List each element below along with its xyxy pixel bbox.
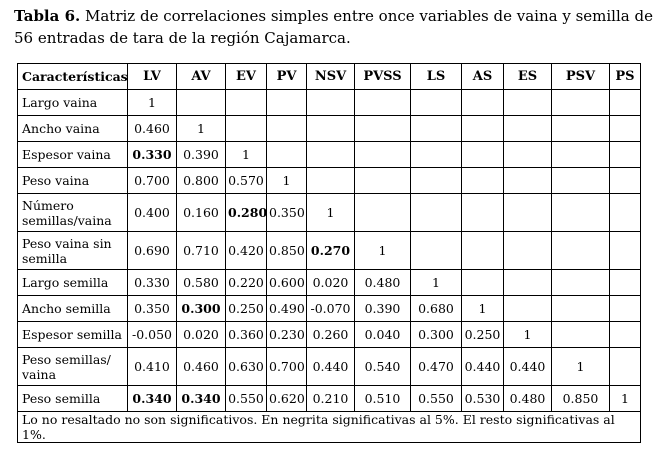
table-cell: 0.260 [307, 322, 355, 348]
table-row [18, 348, 641, 386]
column-header-psv: PSV [552, 64, 610, 90]
row-label: Peso vaina sin semilla [18, 232, 128, 270]
table-cell: 1 [355, 232, 411, 270]
row-label: Espesor semilla [18, 322, 128, 348]
table-cell: 0.220 [226, 270, 267, 296]
table-cell: 0.580 [177, 270, 226, 296]
table-cell [355, 90, 411, 116]
row-label: Espesor vaina [18, 142, 128, 168]
table-cell: 0.690 [128, 232, 177, 270]
row-label: Peso vaina [18, 168, 128, 194]
table-cell [552, 296, 610, 322]
table-cell [504, 90, 552, 116]
table-cell: 0.280 [226, 194, 267, 232]
row-label: Peso semilla [18, 386, 128, 412]
table-cell: 0.470 [411, 348, 462, 386]
table-cell [177, 90, 226, 116]
table-cell: 0.330 [128, 142, 177, 168]
table-row [18, 116, 641, 142]
table-cell [610, 322, 641, 348]
table-cell [610, 270, 641, 296]
table-footnote: Lo no resaltado no son significativos. En negrita significativas al 5%. El resto significativas al 1%. [18, 412, 641, 443]
table-cell: -0.070 [307, 296, 355, 322]
table-cell [307, 168, 355, 194]
corner-header: Características [18, 64, 128, 90]
table-cell: 0.300 [411, 322, 462, 348]
table-cell: 0.630 [226, 348, 267, 386]
table-cell: 0.350 [128, 296, 177, 322]
table-row [18, 90, 641, 116]
table-cell [462, 168, 504, 194]
table-cell [267, 142, 307, 168]
table-row [18, 322, 641, 348]
table-cell [552, 168, 610, 194]
table-cell: 0.440 [307, 348, 355, 386]
table-cell [355, 142, 411, 168]
row-label: Ancho semilla [18, 296, 128, 322]
table-cell [610, 348, 641, 386]
table-cell: 0.550 [226, 386, 267, 412]
row-label: Largo semilla [18, 270, 128, 296]
table-row [18, 142, 641, 168]
table-cell [267, 90, 307, 116]
column-header-av: AV [177, 64, 226, 90]
table-cell [411, 142, 462, 168]
table-cell [610, 142, 641, 168]
table-cell: 0.390 [177, 142, 226, 168]
column-header-pvss: PVSS [355, 64, 411, 90]
row-label: Peso semillas/ vaina [18, 348, 128, 386]
table-row [18, 194, 641, 232]
table-cell [411, 90, 462, 116]
table-cell [226, 90, 267, 116]
table-cell [504, 296, 552, 322]
table-cell: 1 [610, 386, 641, 412]
table-cell: 0.250 [226, 296, 267, 322]
table-cell: 0.440 [504, 348, 552, 386]
table-cell: 1 [226, 142, 267, 168]
table-cell: 1 [307, 194, 355, 232]
header-row [18, 64, 641, 90]
table-cell [462, 232, 504, 270]
table-cell: 0.330 [128, 270, 177, 296]
table-cell [552, 142, 610, 168]
table-cell: 0.340 [128, 386, 177, 412]
table-cell: 0.800 [177, 168, 226, 194]
table-cell [610, 194, 641, 232]
column-header-pv: PV [267, 64, 307, 90]
table-cell: 0.510 [355, 386, 411, 412]
table-cell [462, 142, 504, 168]
caption-text: Matriz de correlaciones simples entre once variables de vaina y semilla de 56 entradas de tara de la región Cajamarca. [14, 7, 653, 47]
table-cell [411, 168, 462, 194]
table-cell [355, 168, 411, 194]
table-cell: 0.710 [177, 232, 226, 270]
table-cell: 0.530 [462, 386, 504, 412]
table-cell: 0.460 [177, 348, 226, 386]
table-body [18, 90, 641, 443]
table-cell [552, 232, 610, 270]
table-cell: 1 [267, 168, 307, 194]
table-cell: 0.390 [355, 296, 411, 322]
table-cell [552, 116, 610, 142]
table-cell: 0.680 [411, 296, 462, 322]
table-cell: 0.040 [355, 322, 411, 348]
table-cell: 0.270 [307, 232, 355, 270]
table-cell [610, 90, 641, 116]
table-cell [504, 142, 552, 168]
table-row [18, 296, 641, 322]
table-cell [307, 116, 355, 142]
column-header-ls: LS [411, 64, 462, 90]
table-cell: 1 [504, 322, 552, 348]
row-label: Número semillas/vaina [18, 194, 128, 232]
table-cell [610, 168, 641, 194]
table-cell: 1 [128, 90, 177, 116]
table-cell: 0.160 [177, 194, 226, 232]
table-cell: 0.230 [267, 322, 307, 348]
table-cell: 0.600 [267, 270, 307, 296]
table-cell: 0.540 [355, 348, 411, 386]
table-cell [552, 90, 610, 116]
table-cell: 0.410 [128, 348, 177, 386]
table-cell [610, 296, 641, 322]
table-cell [411, 116, 462, 142]
table-cell: 0.480 [504, 386, 552, 412]
table-cell: 0.700 [267, 348, 307, 386]
table-caption [14, 5, 654, 49]
table-cell [355, 116, 411, 142]
table-cell [504, 168, 552, 194]
table-cell [504, 232, 552, 270]
table-cell: 0.340 [177, 386, 226, 412]
correlation-table [17, 63, 641, 443]
table-cell [552, 322, 610, 348]
table-cell: 0.620 [267, 386, 307, 412]
table-row [18, 386, 641, 412]
table-cell: 0.850 [552, 386, 610, 412]
table-cell: 0.360 [226, 322, 267, 348]
table-cell: 1 [462, 296, 504, 322]
column-header-ev: EV [226, 64, 267, 90]
table-cell [411, 194, 462, 232]
table-cell [462, 116, 504, 142]
table-row [18, 270, 641, 296]
row-label: Ancho vaina [18, 116, 128, 142]
table-cell [226, 116, 267, 142]
table-cell [462, 90, 504, 116]
column-header-lv: LV [128, 64, 177, 90]
table-cell [552, 270, 610, 296]
table-cell: 1 [177, 116, 226, 142]
table-cell [462, 270, 504, 296]
table-cell [504, 194, 552, 232]
row-label: Largo vaina [18, 90, 128, 116]
table-cell [411, 232, 462, 270]
table-cell [610, 116, 641, 142]
column-header-nsv: NSV [307, 64, 355, 90]
table-cell [462, 194, 504, 232]
table-cell: 0.700 [128, 168, 177, 194]
table-cell: 0.300 [177, 296, 226, 322]
table-cell [552, 194, 610, 232]
table-cell [307, 90, 355, 116]
table-cell: 0.550 [411, 386, 462, 412]
footnote-row [18, 412, 641, 443]
table-cell: 0.020 [177, 322, 226, 348]
column-header-es: ES [504, 64, 552, 90]
table-cell: 0.020 [307, 270, 355, 296]
table-cell: 0.460 [128, 116, 177, 142]
table-cell: 0.440 [462, 348, 504, 386]
caption-label: Tabla 6. [14, 7, 81, 25]
table-cell [307, 142, 355, 168]
table-cell: 0.210 [307, 386, 355, 412]
table-cell: 1 [552, 348, 610, 386]
table-row [18, 232, 641, 270]
table-cell [504, 116, 552, 142]
table-cell: 0.350 [267, 194, 307, 232]
table-cell: 1 [411, 270, 462, 296]
column-header-ps: PS [610, 64, 641, 90]
table-cell: 0.490 [267, 296, 307, 322]
table-cell: 0.850 [267, 232, 307, 270]
table-cell: 0.420 [226, 232, 267, 270]
table-cell: 0.570 [226, 168, 267, 194]
table-cell: 0.250 [462, 322, 504, 348]
column-header-as: AS [462, 64, 504, 90]
table-cell: 0.480 [355, 270, 411, 296]
table-cell: 0.400 [128, 194, 177, 232]
table-cell [610, 232, 641, 270]
table-row [18, 168, 641, 194]
table-cell [267, 116, 307, 142]
table-cell: -0.050 [128, 322, 177, 348]
table-cell [504, 270, 552, 296]
table-cell [355, 194, 411, 232]
